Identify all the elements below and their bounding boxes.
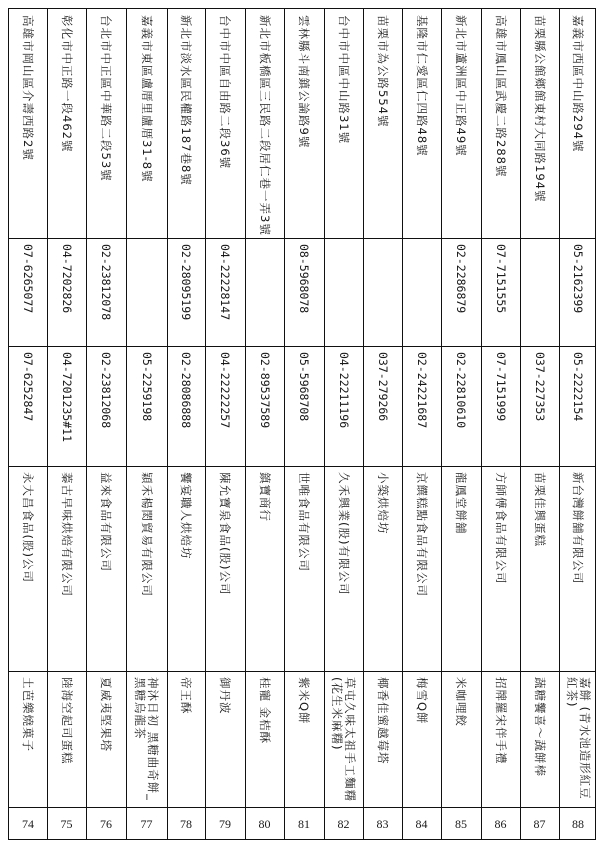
- phone-primary: 02-89537589: [258, 352, 272, 429]
- phone-primary: 04-22222257: [218, 352, 233, 429]
- row-number: 85: [455, 816, 467, 831]
- phone-secondary: [363, 238, 402, 346]
- phone-secondary: 04-22228147: [218, 244, 233, 321]
- phone-secondary: [402, 238, 441, 346]
- row-number: 76: [100, 816, 112, 831]
- phone-secondary: 02-2286879: [454, 244, 469, 314]
- address: 高雄市鳳山區武慶二路288號: [494, 15, 508, 178]
- product-name: 蔬糖饗喜～蔬餅棒: [533, 677, 547, 777]
- address: 高雄市岡山區介壽西路2號: [21, 15, 36, 161]
- row-number: 74: [22, 816, 34, 831]
- row-number: 83: [376, 816, 389, 831]
- row-number: 78: [180, 816, 192, 831]
- row-number: 80: [258, 816, 271, 831]
- company-name: 饗宴職人烘焙坊: [179, 472, 194, 560]
- phone-secondary: [126, 238, 167, 346]
- address: 彰化市中正路一段462號: [60, 15, 74, 153]
- company-name: 陳允寶泉食品(股)公司: [218, 472, 233, 596]
- phone-secondary: 07-6265077: [21, 244, 36, 314]
- phone-secondary: 02-28095199: [179, 244, 194, 321]
- company-name: 龍鳳堂餅舖: [454, 472, 469, 535]
- phone-primary: 02-22810610: [454, 352, 469, 429]
- company-name: 京饌糕點食品有限公司: [415, 472, 429, 597]
- product-name: 夏威夷堅果塔: [99, 677, 114, 752]
- address: 嘉義市西區中山路294號: [571, 15, 586, 153]
- product-name: 陸海空起司蛋糕: [60, 677, 74, 765]
- product-name: 梅雪Q餅: [415, 677, 429, 725]
- phone-primary: 05-2222154: [571, 352, 586, 422]
- address: 基隆市仁愛區仁四路48號: [415, 15, 429, 157]
- phone-primary: 07-7151999: [494, 352, 508, 422]
- phone-primary: 05-5968708: [297, 352, 312, 422]
- phone-primary: 037-227353: [533, 352, 547, 422]
- address: 新北市蘆洲區中正路49號: [454, 15, 469, 157]
- product-name: 招牌羅宋伴手禮: [494, 677, 508, 765]
- company-name: 穎禾楊閎貿易有限公司: [140, 472, 154, 597]
- product-name: 桂寵 金桔酥: [258, 677, 272, 745]
- row-number: 75: [60, 816, 73, 831]
- phone-secondary: 02-23812078: [99, 244, 114, 321]
- company-name: 世唯食品有限公司: [297, 472, 312, 572]
- phone-primary: 02-28086888: [179, 352, 194, 429]
- phone-primary: 07-6252847: [21, 352, 36, 422]
- row-number: 77: [140, 816, 153, 831]
- phone-secondary: 05-2162399: [571, 244, 586, 314]
- product-name: 嘉餅 (青水池造形紅豆紅茶): [565, 677, 592, 800]
- phone-primary: 04-22211196: [337, 352, 351, 429]
- product-name: 草屯久味太祖手工麵糬(花生米麻糬): [330, 677, 358, 802]
- address: 新北市淡水區民權路187巷8號: [179, 15, 194, 186]
- product-name: 米咖哩餃: [454, 677, 469, 727]
- company-name: 方師傅食品有限公司: [494, 472, 508, 585]
- row-number: 81: [298, 816, 310, 831]
- company-name: 永大昌食品(股)公司: [21, 472, 36, 583]
- company-name: 鎮寶商行: [258, 472, 272, 522]
- phone-primary: 037-279266: [376, 352, 390, 422]
- row-number: 87: [533, 816, 546, 831]
- company-name: 苗栗佳興蛋糕: [533, 472, 547, 547]
- address: 苗栗縣公館鄉館東村大同路194號: [533, 15, 547, 203]
- company-name: 小築烘焙坊: [376, 472, 390, 535]
- company-name: 新台灣餅舖有限公司: [571, 472, 586, 585]
- row-number: 82: [337, 816, 350, 831]
- product-name: 土芭樂燒菓子: [21, 677, 36, 752]
- address: 台中市中區自由路二段36號: [218, 15, 233, 170]
- phone-primary: 05-2259198: [140, 352, 154, 422]
- phone-secondary: 04-7202826: [60, 244, 74, 314]
- row-number: 86: [494, 816, 507, 831]
- phone-secondary: [324, 238, 363, 346]
- company-name: 益來食品有限公司: [99, 472, 114, 572]
- phone-secondary: [520, 238, 559, 346]
- row-number: 88: [572, 816, 584, 831]
- company-name: 蓁古早味烘焙有限公司: [60, 472, 74, 597]
- product-name: 紫米Q餅: [297, 677, 312, 725]
- address: 台中市中區中山路31號: [337, 15, 351, 145]
- phone-primary: 04-7201235#11: [60, 352, 74, 443]
- phone-primary: 02-23812068: [99, 352, 114, 429]
- product-table: [8, 8, 596, 840]
- address: 新北市板橋區三民路二段居仁巷一弄3號: [258, 15, 272, 236]
- address: 嘉義市東區盧厝里盧厝31-8號: [140, 15, 154, 183]
- product-name: 帝王酥: [179, 677, 194, 715]
- address: 苗栗市為公路554號: [376, 15, 390, 128]
- product-name: 椰香佳蜜越莓塔: [376, 677, 390, 765]
- phone-secondary: [245, 238, 284, 346]
- company-name: 久禾興業(股)有限公司: [337, 472, 351, 596]
- address: 台北市中正區中華路二段53號: [99, 15, 114, 182]
- address: 雲林縣斗南鎮公論路9號: [297, 15, 312, 149]
- product-name: 御丹波: [218, 677, 233, 715]
- phone-secondary: 07-7151555: [494, 244, 508, 314]
- row-number: 84: [415, 816, 428, 831]
- row-number: 79: [219, 816, 231, 831]
- phone-primary: 02-24221687: [415, 352, 429, 429]
- product-name: 神沐日初 黑糖曲奇餅_黑糖烏龍茶: [133, 677, 161, 801]
- phone-secondary: 08-5968078: [297, 244, 312, 314]
